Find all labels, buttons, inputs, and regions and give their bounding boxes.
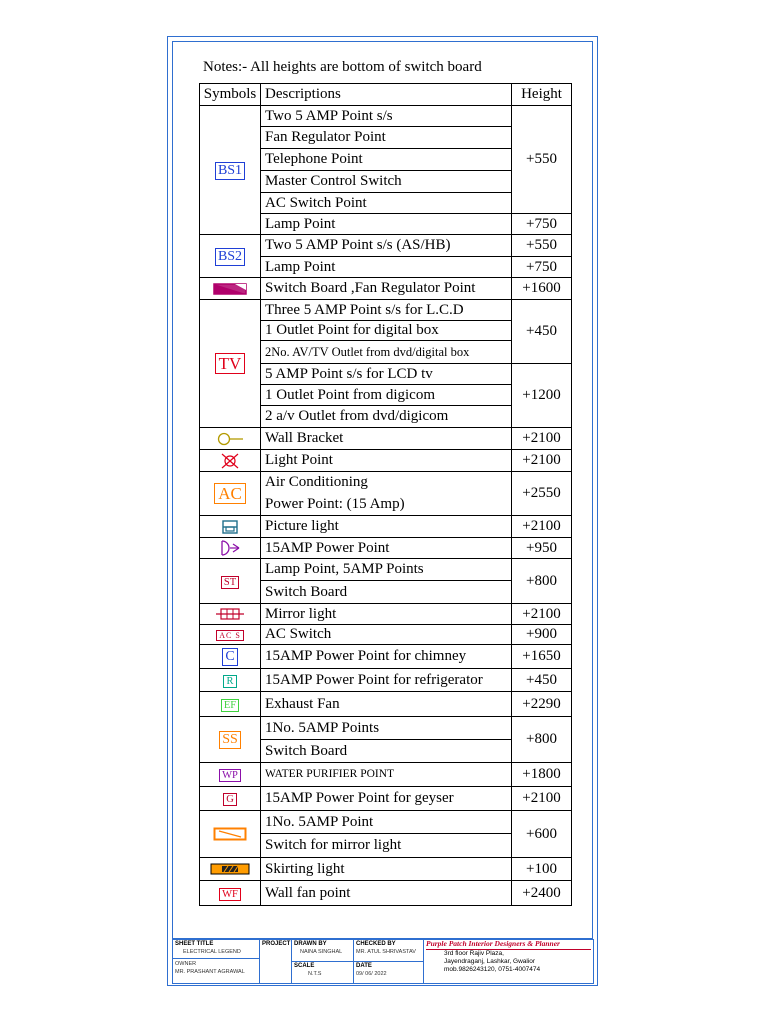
- description-cell: Mirror light: [261, 604, 512, 625]
- skirting-light-icon: [210, 863, 250, 875]
- description-cell: 1No. 5AMP Point: [261, 811, 512, 834]
- table-row: [200, 450, 572, 472]
- description-cell: Air Conditioning: [261, 472, 512, 494]
- table-row: [200, 811, 572, 834]
- owner-name: MR. PRASHANT AGRAWAL: [175, 969, 245, 975]
- exhaust-fan-symbol: EF: [221, 699, 239, 712]
- height-cell: +2100: [512, 787, 572, 811]
- water-purifier-symbol: WP: [219, 769, 241, 782]
- wall-fan-symbol-cell: [200, 881, 261, 906]
- height-cell: +550: [512, 235, 572, 257]
- table-row: [200, 717, 572, 740]
- description-cell: Power Point: (15 Amp): [261, 494, 512, 516]
- description-cell: WATER PURIFIER POINT: [261, 763, 512, 787]
- drawn-by-cell: DRAWN BY NAINA SINGHAL: [292, 940, 354, 962]
- height-cell: +950: [512, 538, 572, 559]
- description-cell: Wall fan point: [261, 881, 512, 906]
- table-row: [200, 300, 572, 321]
- water-purifier-symbol-cell: [200, 763, 261, 787]
- exhaust-fan-symbol-cell: [200, 692, 261, 717]
- skirting-light-symbol-cell: [200, 858, 261, 881]
- date-cell: DATE 09/ 06/ 2022: [354, 962, 424, 984]
- description-cell: 15AMP Power Point: [261, 538, 512, 559]
- st-symbol: ST: [221, 576, 239, 589]
- checked-by-cell: CHECKED BY MR. ATUL SHRIVASTAV: [354, 940, 424, 962]
- table-row: [200, 763, 572, 787]
- height-cell: +1200: [512, 364, 572, 428]
- legend-table: [199, 83, 572, 906]
- description-cell: Exhaust Fan: [261, 692, 512, 717]
- table-row: [200, 881, 572, 906]
- bs2-symbol: BS2: [215, 248, 245, 266]
- picture-light-icon: [221, 519, 239, 535]
- notes-heading: Notes:- All heights are bottom of switch board: [203, 59, 482, 75]
- bs2-symbol-cell: [200, 235, 261, 278]
- height-cell: +600: [512, 811, 572, 858]
- ac-symbol: AC: [214, 483, 246, 504]
- picture-light-symbol-cell: [200, 516, 261, 538]
- symbols-header: Symbols: [200, 84, 261, 106]
- ss-symbol: SS: [219, 731, 241, 749]
- height-cell: +550: [512, 106, 572, 214]
- description-cell: 15AMP Power Point for refrigerator: [261, 669, 512, 692]
- table-row: [200, 428, 572, 450]
- table-row: [200, 669, 572, 692]
- description-cell: Lamp Point: [261, 214, 512, 235]
- description-cell: Telephone Point: [261, 149, 512, 171]
- description-cell: 1 Outlet Point from digicom: [261, 385, 512, 406]
- firm-name: Purple Patch Interior Designers & Planner: [426, 940, 591, 950]
- table-row: [200, 787, 572, 811]
- title-block: [172, 939, 593, 984]
- description-cell: Light Point: [261, 450, 512, 472]
- st-symbol-cell: [200, 559, 261, 604]
- ac-switch-symbol: AC S: [216, 630, 244, 641]
- bs1-symbol-cell: [200, 106, 261, 235]
- table-row: [200, 604, 572, 625]
- refrigerator-symbol: R: [223, 675, 236, 688]
- height-cell: +1600: [512, 278, 572, 300]
- wall-bracket-icon: [215, 432, 245, 446]
- table-row: [200, 278, 572, 300]
- height-cell: +450: [512, 300, 572, 364]
- height-cell: +800: [512, 717, 572, 763]
- table-row: [200, 858, 572, 881]
- refrigerator-symbol-cell: [200, 669, 261, 692]
- switch-board-symbol-cell: [200, 278, 261, 300]
- description-cell: AC Switch: [261, 625, 512, 645]
- wall-fan-symbol: WF: [219, 888, 241, 901]
- height-cell: +2400: [512, 881, 572, 906]
- firm-cell: Purple Patch Interior Designers & Planner 3rd floor Rajiv Plaza, Jayendraganj, Lashkar, Gwalior mob.9826243120, 0751-4007474: [424, 940, 594, 984]
- height-cell: +750: [512, 257, 572, 278]
- description-cell: Picture light: [261, 516, 512, 538]
- geyser-symbol: G: [223, 793, 237, 806]
- table-row: [200, 559, 572, 581]
- power-point-icon: [219, 540, 241, 556]
- description-cell: Master Control Switch: [261, 171, 512, 193]
- ac-switch-symbol-cell: [200, 625, 261, 645]
- height-cell: +750: [512, 214, 572, 235]
- description-cell: Lamp Point: [261, 257, 512, 278]
- height-cell: +2100: [512, 450, 572, 472]
- height-cell: +900: [512, 625, 572, 645]
- height-cell: +100: [512, 858, 572, 881]
- light-point-symbol-cell: [200, 450, 261, 472]
- table-row: [200, 538, 572, 559]
- switch-board-icon: [213, 283, 247, 295]
- description-cell: Three 5 AMP Point s/s for L.C.D: [261, 300, 512, 321]
- height-cell: +1800: [512, 763, 572, 787]
- description-cell: 15AMP Power Point for chimney: [261, 645, 512, 669]
- description-cell: 5 AMP Point s/s for LCD tv: [261, 364, 512, 385]
- height-cell: +450: [512, 669, 572, 692]
- table-row: [200, 692, 572, 717]
- wall-bracket-symbol-cell: [200, 428, 261, 450]
- power-point-symbol-cell: [200, 538, 261, 559]
- project-cell: PROJECT: [260, 940, 292, 984]
- chimney-symbol: C: [222, 648, 237, 666]
- scale-cell: SCALE N.T.S: [292, 962, 354, 984]
- date-value: 09/ 06/ 2022: [356, 971, 387, 977]
- description-cell: Switch for mirror light: [261, 834, 512, 858]
- description-cell: Fan Regulator Point: [261, 127, 512, 149]
- sheet-title: ELECTRICAL LEGEND: [183, 949, 241, 955]
- table-row: [200, 235, 572, 257]
- table-row: [200, 106, 572, 127]
- description-cell: Switch Board: [261, 581, 512, 604]
- tv-symbol-cell: [200, 300, 261, 428]
- description-cell: Skirting light: [261, 858, 512, 881]
- mirror-switch-icon: [213, 827, 247, 841]
- table-row: [200, 625, 572, 645]
- description-cell: Switch Board ,Fan Regulator Point: [261, 278, 512, 300]
- scale-value: N.T.S: [308, 971, 322, 977]
- light-point-icon: [219, 452, 241, 470]
- description-cell: 1No. 5AMP Points: [261, 717, 512, 740]
- height-cell: +2100: [512, 516, 572, 538]
- chimney-symbol-cell: [200, 645, 261, 669]
- height-cell: +2100: [512, 428, 572, 450]
- mirror-light-symbol-cell: [200, 604, 261, 625]
- description-cell: Wall Bracket: [261, 428, 512, 450]
- description-cell: 1 Outlet Point for digital box: [261, 321, 512, 341]
- drawn-by: NAINA SINGHAL: [300, 949, 343, 955]
- description-cell: AC Switch Point: [261, 193, 512, 214]
- description-cell: Two 5 AMP Point s/s: [261, 106, 512, 127]
- height-cell: +1650: [512, 645, 572, 669]
- height-header: Height: [512, 84, 572, 106]
- description-cell: Switch Board: [261, 740, 512, 763]
- table-row: [200, 516, 572, 538]
- table-row: [200, 645, 572, 669]
- ss-symbol-cell: [200, 717, 261, 763]
- description-cell: 2No. AV/TV Outlet from dvd/digital box: [261, 341, 512, 364]
- height-cell: +2550: [512, 472, 572, 516]
- height-cell: +800: [512, 559, 572, 604]
- checked-by: MR. ATUL SHRIVASTAV: [356, 949, 416, 955]
- description-cell: 15AMP Power Point for geyser: [261, 787, 512, 811]
- ac-symbol-cell: [200, 472, 261, 516]
- sheet-title-cell: SHEET TITLE ELECTRICAL LEGEND OWNER MR. PRASHANT AGRAWAL: [173, 940, 260, 984]
- mirror-light-icon: [216, 608, 244, 620]
- descriptions-header: Descriptions: [261, 84, 512, 106]
- header-row: [200, 84, 572, 106]
- height-cell: +2100: [512, 604, 572, 625]
- description-cell: 2 a/v Outlet from dvd/digicom: [261, 406, 512, 428]
- height-cell: +2290: [512, 692, 572, 717]
- table-row: [200, 472, 572, 494]
- geyser-symbol-cell: [200, 787, 261, 811]
- description-cell: Lamp Point, 5AMP Points: [261, 559, 512, 581]
- tv-symbol: TV: [215, 353, 246, 374]
- bs1-symbol: BS1: [215, 162, 245, 180]
- description-cell: Two 5 AMP Point s/s (AS/HB): [261, 235, 512, 257]
- mirror-switch-symbol-cell: [200, 811, 261, 858]
